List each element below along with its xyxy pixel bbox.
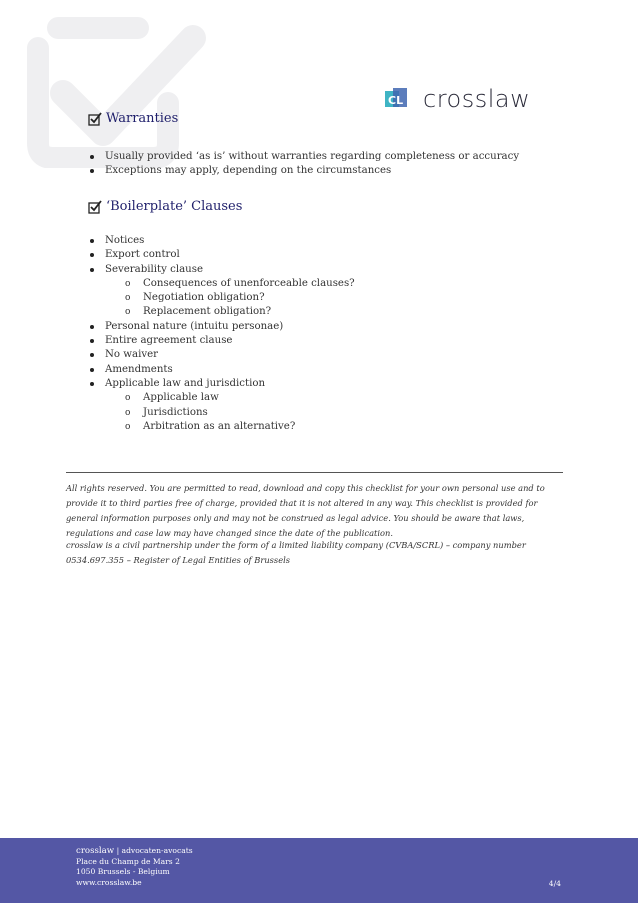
footer-address xyxy=(76,846,193,888)
boilerplate-list xyxy=(88,234,355,434)
section-title-text: ‘Boilerplate’ Clauses xyxy=(106,199,243,214)
sub-list-item: o Consequences of unenforceable clauses? xyxy=(125,277,355,289)
crosslaw-logo-icon xyxy=(385,88,415,110)
sub-list-item: o Jurisdictions xyxy=(125,406,208,418)
checkbox-checked-icon xyxy=(88,200,102,214)
checkbox-watermark-icon xyxy=(18,8,208,168)
list-item: Notices xyxy=(88,234,355,248)
list-item: Entire agreement clause xyxy=(88,334,355,348)
sub-list-item: o Applicable law xyxy=(125,392,219,404)
footer-firm: crosslaw xyxy=(76,846,115,856)
sub-list-item: o Replacement obligation? xyxy=(125,306,272,318)
list-item: Severability clause xyxy=(88,263,355,277)
list-item: Personal nature (intuitu personae) xyxy=(88,320,355,334)
section-title-warranties xyxy=(88,111,178,126)
divider xyxy=(66,472,563,473)
footer-address-line: Place du Champ de Mars 2 xyxy=(76,856,180,866)
section-title-text: Warranties xyxy=(106,111,179,126)
sub-list-item: o Negotiation obligation? xyxy=(125,292,265,304)
footer-address-line: 1050 Brussels - Belgium xyxy=(76,867,170,876)
list-item: Exceptions may apply, depending on the circumstances xyxy=(88,164,519,178)
footer xyxy=(0,838,638,903)
list-item: Usually provided ‘as is’ without warranties regarding completeness or accuracy xyxy=(88,150,519,164)
footer-tagline: advocaten-avocats xyxy=(121,846,193,855)
logo-text: crosslaw xyxy=(423,85,531,113)
page-number: 4/4 xyxy=(548,879,561,888)
footer-separator: | xyxy=(114,846,122,855)
warranties-list xyxy=(88,150,519,179)
list-item: Applicable law and jurisdiction xyxy=(88,377,355,391)
checkbox-checked-icon xyxy=(88,112,102,126)
list-item: Amendments xyxy=(88,363,355,377)
rights-disclaimer: All rights reserved. You are permitted to read, download and copy this checklist for your own personal use and to provide it to third parties free of charge, provided that it is not altered in any way. This checklist is provided for general information purposes only and may not be construed as legal advice. You should be aware that laws, regulations and case law may have changed since the date of the publication. xyxy=(66,483,545,538)
company-disclaimer: crosslaw is a civil partnership under the form of a limited liability company (CVBA/SCRL) – company number 0534.697.355 – Register of Legal Entities of Brussels xyxy=(66,540,526,565)
sub-list-item: o Arbitration as an alternative? xyxy=(125,420,296,432)
crosslaw-logo xyxy=(385,86,530,112)
list-item: Export control xyxy=(88,248,355,262)
list-item: No waiver xyxy=(88,348,355,362)
footer-website: www.crosslaw.be xyxy=(76,877,142,887)
svg-text:CL: CL xyxy=(388,94,404,107)
section-title-boilerplate xyxy=(88,199,242,214)
